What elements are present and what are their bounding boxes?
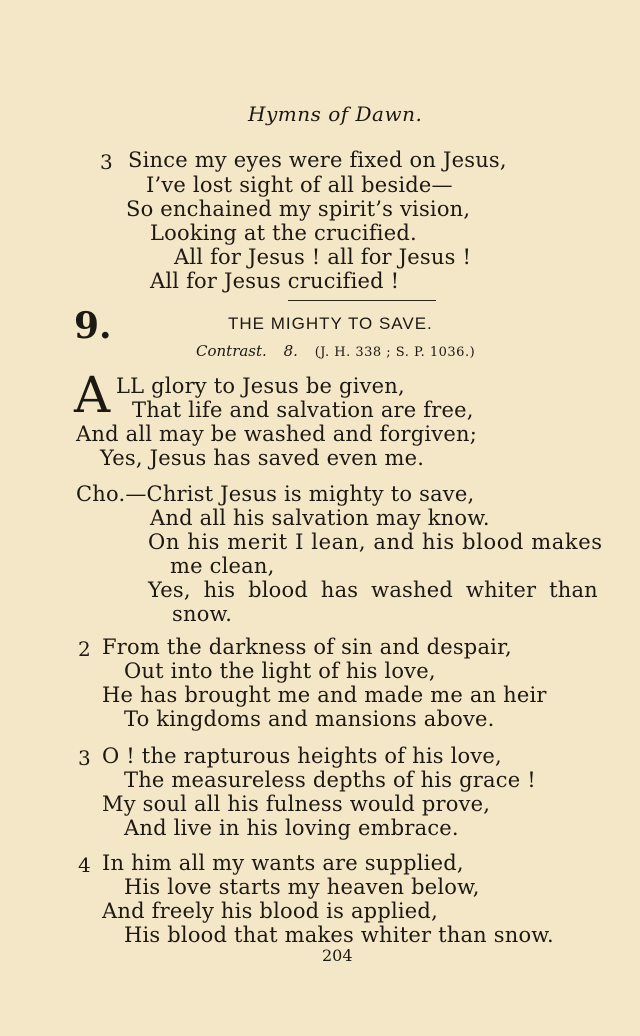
verse-line: And all may be washed and forgiven; [76, 422, 477, 446]
chorus-text: Christ Jesus is mighty to save, [146, 482, 475, 506]
tune-name: Contrast. [196, 342, 267, 360]
verse-line: And live in his loving embrace. [124, 816, 459, 840]
verse-line: He has brought me and made me an heir [102, 683, 547, 707]
hymn-meta [196, 342, 475, 360]
hymn-number: 9. [74, 305, 112, 347]
prev-verse-line: I’ve lost sight of all beside— [146, 173, 453, 197]
verse-line: And freely his blood is applied, [102, 899, 438, 923]
verse-line: The measureless depths of his grace ! [124, 768, 536, 792]
verse-line: His love starts my heaven below, [124, 875, 480, 899]
chorus-label: Cho.— [76, 482, 147, 506]
verse-number: 3 [78, 746, 91, 770]
section-divider [288, 300, 436, 301]
meter: 8. [283, 342, 298, 360]
hymn-title: THE MIGHTY TO SAVE. [228, 314, 433, 333]
chorus-line: snow. [172, 602, 233, 626]
prev-verse-number: 3 [100, 150, 113, 174]
verse-line: Yes, Jesus has saved even me. [100, 446, 425, 470]
verse-line: In him all my wants are supplied, [102, 851, 464, 875]
verse-line: My soul all his fulness would prove, [102, 792, 491, 816]
running-header: Hymns of Dawn. [248, 102, 423, 126]
verse-line: From the darkness of sin and despair, [102, 635, 512, 659]
prev-verse-line: All for Jesus crucified ! [150, 269, 400, 293]
verse-number: 2 [78, 637, 91, 661]
prev-verse-line: All for Jesus ! all for Jesus ! [174, 245, 472, 269]
prev-verse-line: Looking at the crucified. [150, 221, 417, 245]
chorus-line: And all his salvation may know. [150, 506, 490, 530]
drop-cap: A [74, 366, 111, 424]
page-number: 204 [322, 946, 353, 965]
hymn-references: (J. H. 338 ; S. P. 1036.) [314, 345, 476, 360]
verse-line: His blood that makes whiter than snow. [124, 923, 554, 947]
verse-number: 4 [78, 853, 91, 877]
verse-line: O ! the rapturous heights of his love, [102, 744, 502, 768]
verse-line: LL glory to Jesus be given, [116, 374, 405, 398]
chorus-line: Yes, his blood has washed whiter than [148, 578, 598, 602]
prev-verse-line: Since my eyes were fixed on Jesus, [128, 148, 507, 172]
chorus-line: me clean, [170, 554, 275, 578]
chorus-line [76, 482, 474, 506]
verse-line: That life and salvation are free, [132, 398, 474, 422]
verse-line: Out into the light of his love, [124, 659, 436, 683]
chorus-line: On his merit I lean, and his blood makes [148, 530, 603, 554]
prev-verse-line: So enchained my spirit’s vision, [126, 197, 471, 221]
verse-line: To kingdoms and mansions above. [124, 707, 495, 731]
